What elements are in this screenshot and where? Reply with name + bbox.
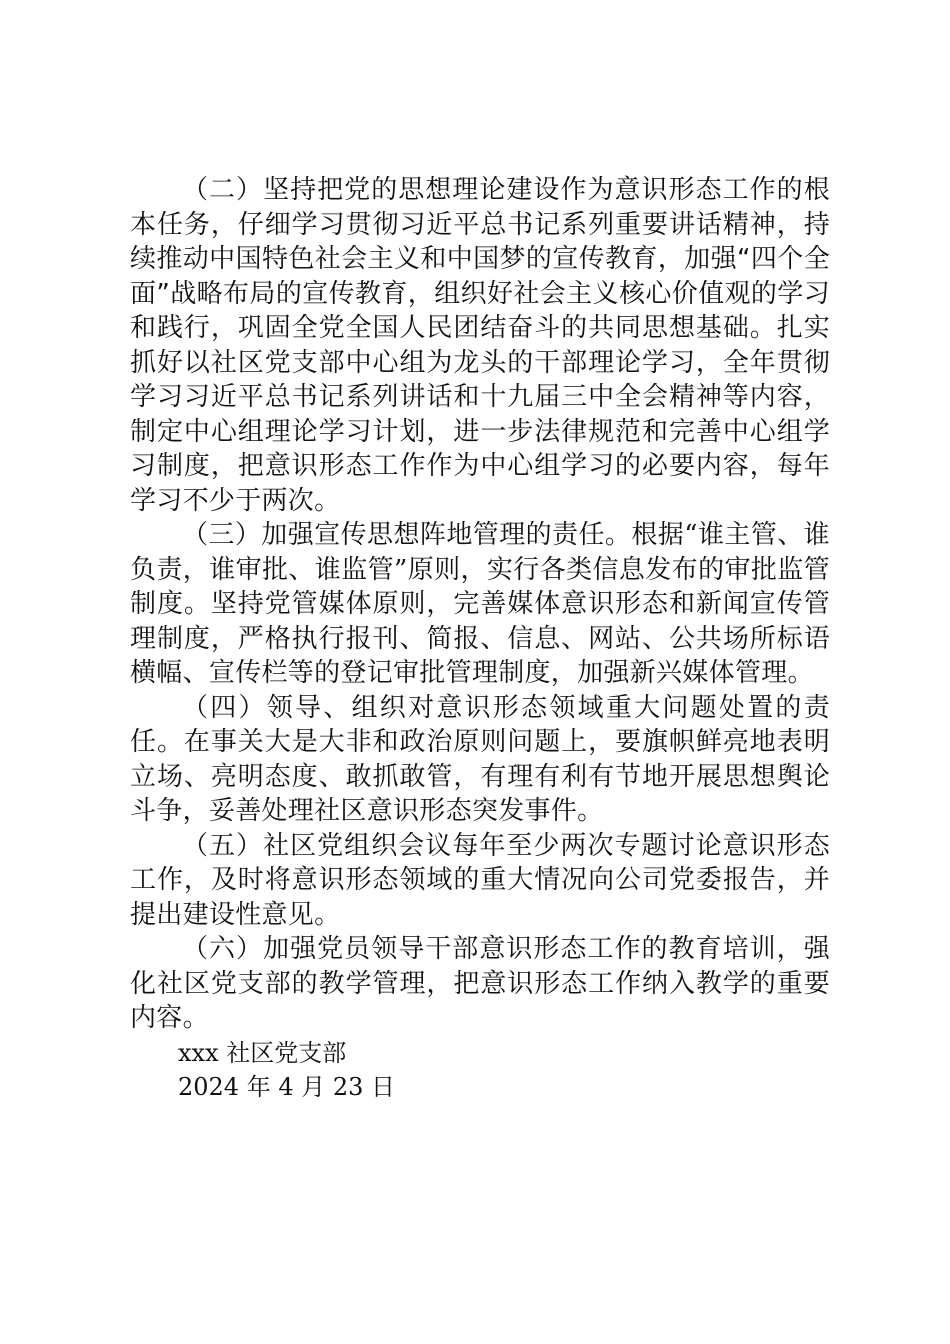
- signature-date: 2024 年 4 月 23 日: [178, 1072, 396, 1101]
- paragraph-2-lead: （二）坚持把党的思想理论建设作为意识形态工作的根本任务，仔细学习贯彻习近平总书记系列重要讲话精神，持续推动中国特色社会主义和中国梦的宣传教育，加强“四个全面”战略布局的宣传教育，组织好社会主义核心价值观的学习和践行，巩固全党全国人民团结奋斗的共同思想基础。: [130, 175, 830, 343]
- paragraph-3-lead: （三）加强宣传思想阵地管理的责任。: [182, 520, 632, 550]
- paragraph-3: [130, 518, 830, 691]
- paragraph-4-lead: （四）领导、组织对意识形态领域重大问题处置的责任。: [130, 692, 830, 757]
- paragraph-2-body: 扎实抓好以社区党支部中心组为龙头的干部理论学习，全年贯彻学习习近平总书记系列讲话和十九届三中全会精神等内容，制定中心组理论学习计划，进一步法律规范和完善中心组学习制度，把意识形态工作作为中心组学习的必要内容，每年学习不少于两次。: [130, 313, 830, 516]
- paragraph-5-lead: （五）社区党组织会议每年至少两次专题讨论意识形态工作，及时将意识形态领域的重大情况向公司党委报告，并提出建设性意见。: [130, 830, 830, 930]
- paragraph-6: [130, 932, 830, 1036]
- paragraph-3-body: 根据“谁主管、谁负责，谁审批、谁监管”原则，实行各类信息发布的审批监管制度。坚持党管媒体原则，完善媒体意识形态和新闻宣传管理制度，严格执行报刊、简报、信息、网站、公共场所标语横幅、宣传栏等的登记审批管理制度，加强新兴媒体管理。: [130, 520, 830, 688]
- document-body: [130, 173, 830, 1104]
- signature-organization: xxx 社区党支部: [178, 1038, 347, 1067]
- paragraph-5: [130, 829, 830, 933]
- paragraph-6-lead: （六）加强党员领导干部意识形态工作的教育培训，强化社区党支部的教学管理，把意识形态工作纳入教学的重要内容。: [130, 934, 830, 1033]
- paragraph-2: [130, 173, 830, 518]
- paragraph-4-body: 在事关大是大非和政治原则问题上，要旗帜鲜亮地表明立场、亮明态度、敢抓敢管，有理有利有节地开展思想舆论斗争，妥善处理社区意识形态突发事件。: [130, 727, 830, 826]
- paragraph-4: [130, 691, 830, 829]
